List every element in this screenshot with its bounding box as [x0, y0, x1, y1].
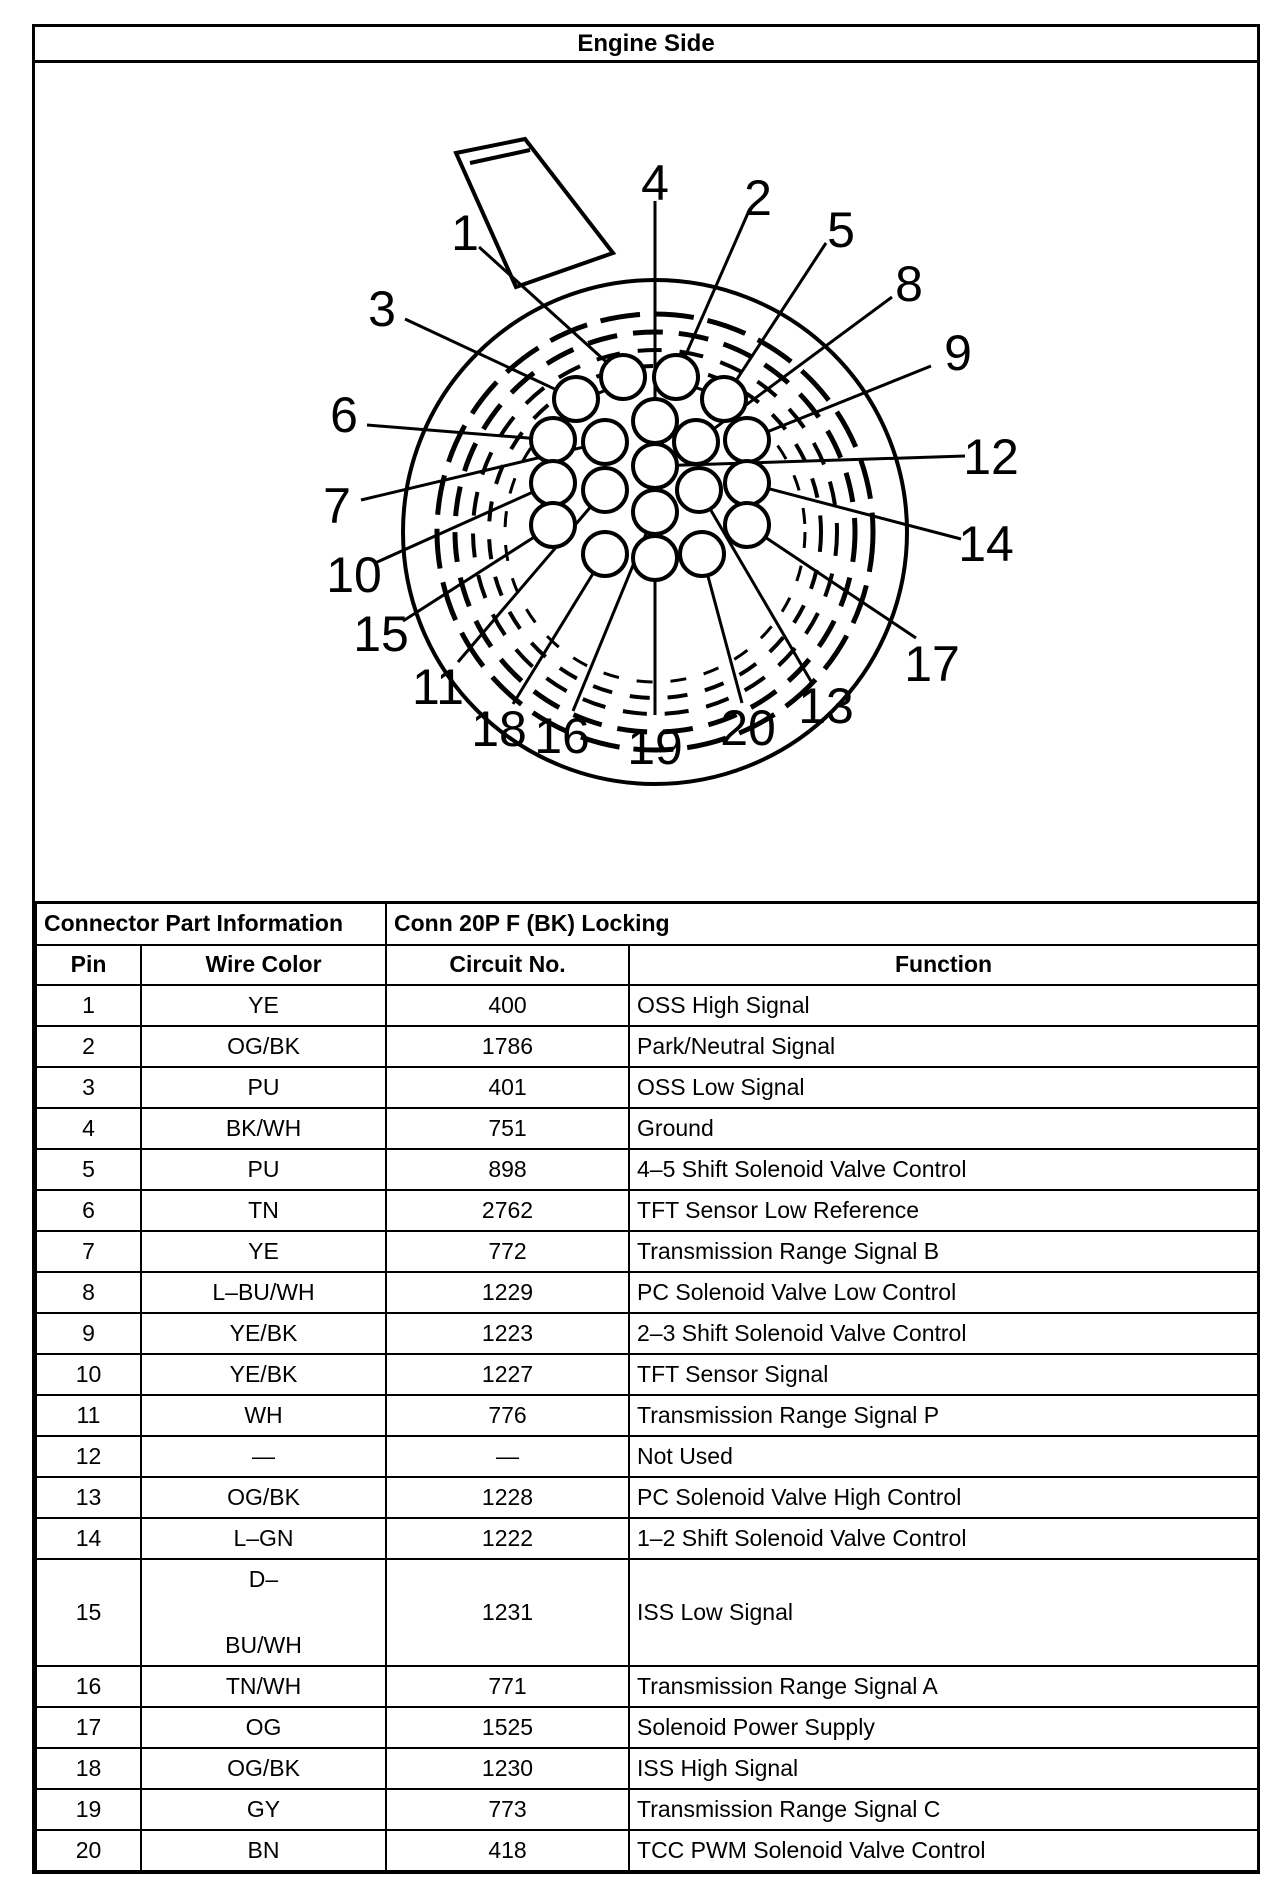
wire-color-cell: L–BU/WH	[141, 1272, 386, 1313]
pin-cell: 15	[36, 1559, 141, 1666]
wire-color-cell: YE/BK	[141, 1354, 386, 1395]
pin-4-cavity	[633, 399, 677, 443]
function-cell: 1–2 Shift Solenoid Valve Control	[629, 1518, 1258, 1559]
connector-info-row	[36, 903, 1258, 945]
table-row	[36, 1789, 1258, 1830]
pin-16-number-label: 16	[534, 708, 590, 764]
table-row	[36, 1067, 1258, 1108]
pin-2-cavity	[654, 355, 698, 399]
circuit-cell: 1231	[386, 1559, 629, 1666]
circuit-cell: 1223	[386, 1313, 629, 1354]
pin-18-number-label: 18	[471, 701, 527, 757]
circuit-cell: 1230	[386, 1748, 629, 1789]
table-row	[36, 1354, 1258, 1395]
circuit-cell: 418	[386, 1830, 629, 1871]
pin-cell: 8	[36, 1272, 141, 1313]
circuit-cell: 1229	[386, 1272, 629, 1313]
table-row	[36, 1748, 1258, 1789]
pin-cell: 1	[36, 985, 141, 1026]
function-cell: OSS High Signal	[629, 985, 1258, 1026]
page-title: Engine Side	[35, 27, 1257, 63]
column-header-wire-color: Wire Color	[141, 945, 386, 985]
function-cell: Transmission Range Signal C	[629, 1789, 1258, 1830]
locking-tab-shape	[456, 139, 613, 287]
function-cell: Not Used	[629, 1436, 1258, 1477]
pin-18-cavity	[583, 532, 627, 576]
pin-19-cavity	[633, 536, 677, 580]
pin-cell: 12	[36, 1436, 141, 1477]
function-cell: Ground	[629, 1108, 1258, 1149]
pin-cell: 4	[36, 1108, 141, 1149]
pin-11-number-label: 11	[412, 659, 464, 715]
table-row	[36, 985, 1258, 1026]
circuit-cell: 773	[386, 1789, 629, 1830]
pin-14-cavity	[725, 461, 769, 505]
pin-17-number-label: 17	[904, 636, 960, 692]
pin-cell: 18	[36, 1748, 141, 1789]
pin-cell: 5	[36, 1149, 141, 1190]
pin-12-number-label: 12	[963, 429, 1019, 485]
pin-cell: 11	[36, 1395, 141, 1436]
pin-cell: 7	[36, 1231, 141, 1272]
connector-face-drawing	[35, 63, 1257, 901]
function-cell: 2–3 Shift Solenoid Valve Control	[629, 1313, 1258, 1354]
circuit-cell: 2762	[386, 1190, 629, 1231]
pin-cell: 19	[36, 1789, 141, 1830]
circuit-cell: —	[386, 1436, 629, 1477]
table-row	[36, 1313, 1258, 1354]
pin-15-cavity	[531, 503, 575, 547]
pin-cell: 9	[36, 1313, 141, 1354]
wire-color-spacer	[149, 1596, 378, 1629]
pin-12-cavity	[633, 444, 677, 488]
wire-color-cell: OG/BK	[141, 1026, 386, 1067]
wire-color-cell: WH	[141, 1395, 386, 1436]
pin-7-number-label: 7	[323, 478, 351, 534]
pin-9-cavity	[725, 418, 769, 462]
wire-color-cell: OG/BK	[141, 1477, 386, 1518]
function-cell: 4–5 Shift Solenoid Valve Control	[629, 1149, 1258, 1190]
wire-color-cell: L–GN	[141, 1518, 386, 1559]
connector-info-label: Connector Part Information	[36, 903, 386, 945]
wire-color-cell	[141, 1559, 386, 1666]
pin-3-number-label: 3	[368, 281, 396, 337]
function-cell: OSS Low Signal	[629, 1067, 1258, 1108]
function-cell: PC Solenoid Valve Low Control	[629, 1272, 1258, 1313]
pin-10-cavity	[531, 461, 575, 505]
circuit-cell: 400	[386, 985, 629, 1026]
circuit-cell: 1222	[386, 1518, 629, 1559]
function-cell: Transmission Range Signal P	[629, 1395, 1258, 1436]
pin-11-cavity	[583, 468, 627, 512]
table-row	[36, 1026, 1258, 1067]
circuit-cell: 751	[386, 1108, 629, 1149]
pin-3-cavity	[554, 377, 598, 421]
function-cell: Park/Neutral Signal	[629, 1026, 1258, 1067]
pin-cell: 20	[36, 1830, 141, 1871]
function-cell: Transmission Range Signal B	[629, 1231, 1258, 1272]
pin-4-number-label: 4	[641, 155, 669, 211]
wire-color-cell: GY	[141, 1789, 386, 1830]
pin-2-number-label: 2	[744, 170, 772, 226]
wire-color-cell: YE/BK	[141, 1313, 386, 1354]
pinout-table	[35, 901, 1259, 1872]
pin-cell: 6	[36, 1190, 141, 1231]
table-row	[36, 1477, 1258, 1518]
connector-sheet	[32, 24, 1260, 1874]
pin-cell: 13	[36, 1477, 141, 1518]
circuit-cell: 1228	[386, 1477, 629, 1518]
pin-1-cavity	[601, 355, 645, 399]
pin-19-number-label: 19	[627, 719, 683, 775]
pin-8-number-label: 8	[895, 256, 923, 312]
table-row	[36, 1830, 1258, 1871]
function-cell: TCC PWM Solenoid Valve Control	[629, 1830, 1258, 1871]
pin-cell: 2	[36, 1026, 141, 1067]
function-cell: TFT Sensor Signal	[629, 1354, 1258, 1395]
table-row	[36, 1272, 1258, 1313]
pin-14-number-label: 14	[958, 516, 1014, 572]
circuit-cell: 898	[386, 1149, 629, 1190]
column-header-circuit: Circuit No.	[386, 945, 629, 985]
circuit-cell: 771	[386, 1666, 629, 1707]
wire-color-cell: YE	[141, 985, 386, 1026]
table-row	[36, 1395, 1258, 1436]
pin-16-cavity	[633, 490, 677, 534]
pin-13-cavity	[677, 468, 721, 512]
wire-color-cell: BN	[141, 1830, 386, 1871]
wire-color-cell: TN/WH	[141, 1666, 386, 1707]
wire-color-line-2: BU/WH	[225, 1631, 302, 1658]
function-cell: ISS High Signal	[629, 1748, 1258, 1789]
function-cell: TFT Sensor Low Reference	[629, 1190, 1258, 1231]
circuit-cell: 1786	[386, 1026, 629, 1067]
pin-9-number-label: 9	[944, 325, 972, 381]
table-row	[36, 1436, 1258, 1477]
table-row	[36, 1666, 1258, 1707]
pin-7-cavity	[583, 420, 627, 464]
wire-color-cell: OG/BK	[141, 1748, 386, 1789]
column-header-function: Function	[629, 945, 1258, 985]
pin-6-cavity	[531, 418, 575, 462]
pin-1-number-label: 1	[451, 205, 479, 261]
wire-color-cell: PU	[141, 1067, 386, 1108]
pin-13-number-label: 13	[798, 678, 854, 734]
pin-cell: 17	[36, 1707, 141, 1748]
table-row	[36, 1707, 1258, 1748]
pin-cell: 14	[36, 1518, 141, 1559]
pin-5-cavity	[702, 377, 746, 421]
circuit-cell: 1525	[386, 1707, 629, 1748]
wire-color-line-1: D–	[248, 1565, 279, 1592]
pin-5-number-label: 5	[827, 202, 855, 258]
wire-color-cell: —	[141, 1436, 386, 1477]
wire-color-cell: PU	[141, 1149, 386, 1190]
connector-diagram	[35, 63, 1257, 901]
table-row	[36, 1190, 1258, 1231]
pin-cell: 3	[36, 1067, 141, 1108]
circuit-cell: 776	[386, 1395, 629, 1436]
column-header-pin: Pin	[36, 945, 141, 985]
pin-10-number-label: 10	[326, 547, 382, 603]
function-cell: PC Solenoid Valve High Control	[629, 1477, 1258, 1518]
wire-color-cell: BK/WH	[141, 1108, 386, 1149]
pin-20-cavity	[680, 532, 724, 576]
table-row	[36, 1149, 1258, 1190]
pin-20-number-label: 20	[720, 700, 776, 756]
pin-8-cavity	[674, 420, 718, 464]
function-cell: ISS Low Signal	[629, 1559, 1258, 1666]
connector-info-value: Conn 20P F (BK) Locking	[386, 903, 1258, 945]
wire-color-cell: YE	[141, 1231, 386, 1272]
pin-17-cavity	[725, 503, 769, 547]
function-cell: Solenoid Power Supply	[629, 1707, 1258, 1748]
circuit-cell: 772	[386, 1231, 629, 1272]
circuit-cell: 1227	[386, 1354, 629, 1395]
wire-color-cell: TN	[141, 1190, 386, 1231]
table-header-row	[36, 945, 1258, 985]
function-cell: Transmission Range Signal A	[629, 1666, 1258, 1707]
table-row	[36, 1108, 1258, 1149]
table-row	[36, 1231, 1258, 1272]
circuit-cell: 401	[386, 1067, 629, 1108]
pin-cell: 10	[36, 1354, 141, 1395]
table-row	[36, 1559, 1258, 1666]
wire-color-cell: OG	[141, 1707, 386, 1748]
pin-cell: 16	[36, 1666, 141, 1707]
pin-6-number-label: 6	[330, 387, 358, 443]
table-row	[36, 1518, 1258, 1559]
pin-15-number-label: 15	[353, 606, 409, 662]
